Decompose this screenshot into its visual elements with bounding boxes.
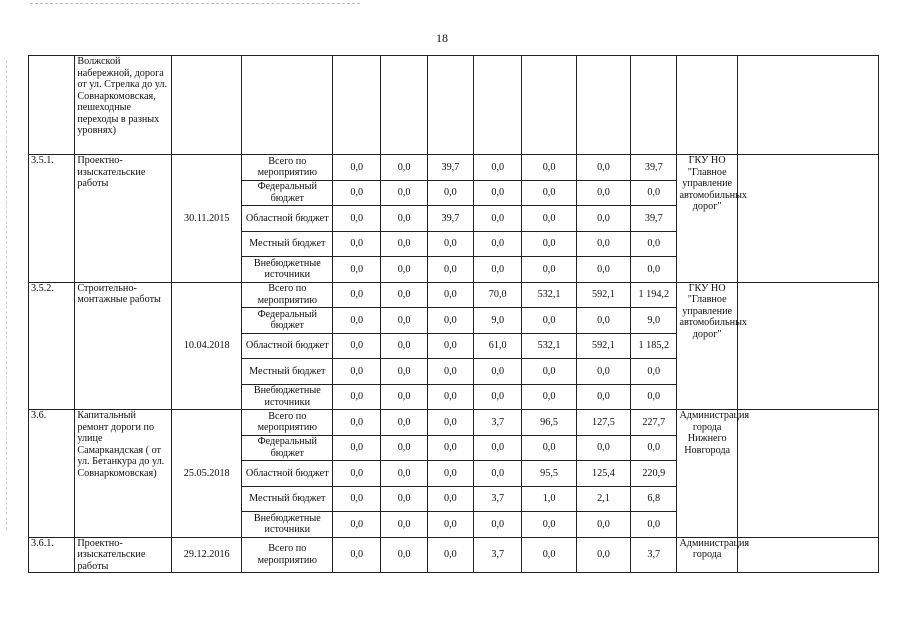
amount-cell: 0,0 (576, 257, 630, 283)
amount-cell: 125,4 (576, 461, 630, 487)
amount-cell: 0,0 (631, 435, 677, 461)
amount-cell: 0,0 (333, 486, 381, 512)
table-row (29, 410, 879, 436)
amount-cell: 0,0 (522, 231, 576, 257)
amount-cell: 0,0 (381, 180, 427, 206)
continued-row (29, 56, 879, 155)
amount-cell: 0,0 (522, 359, 576, 385)
funding-source: Внебюджетные источники (242, 384, 333, 410)
table-row (29, 537, 879, 573)
amount-cell: 0,0 (474, 155, 522, 181)
item-code: 3.5.2. (29, 282, 75, 410)
amount-cell: 0,0 (381, 308, 427, 334)
amount-cell: 592,1 (576, 282, 630, 308)
amount-cell: 0,0 (381, 155, 427, 181)
amount-cell: 0,0 (333, 384, 381, 410)
amount-cell: 0,0 (522, 512, 576, 538)
amount-cell: 0,0 (381, 257, 427, 283)
amount-cell: 220,9 (631, 461, 677, 487)
amount-cell: 0,0 (333, 410, 381, 436)
amount-cell: 0,0 (333, 435, 381, 461)
amount-cell: 0,0 (427, 180, 473, 206)
amount-cell: 0,0 (333, 333, 381, 359)
funding-source: Внебюджетные источники (242, 257, 333, 283)
item-name: Проектно-изыскательские работы (75, 537, 172, 573)
amount-cell: 3,7 (474, 537, 522, 573)
amount-cell: 0,0 (427, 231, 473, 257)
amount-cell: 0,0 (474, 435, 522, 461)
amount-cell: 0,0 (474, 206, 522, 232)
amount-cell: 0,0 (381, 486, 427, 512)
amount-cell: 0,0 (381, 359, 427, 385)
funding-source: Областной бюджет (242, 333, 333, 359)
amount-cell: 0,0 (381, 384, 427, 410)
amount-cell: 0,0 (381, 435, 427, 461)
amount-cell: 592,1 (576, 333, 630, 359)
amount-cell: 0,0 (522, 155, 576, 181)
table-row (29, 155, 879, 181)
amount-cell: 2,1 (576, 486, 630, 512)
amount-cell: 0,0 (333, 206, 381, 232)
amount-cell: 0,0 (522, 257, 576, 283)
amount-cell: 39,7 (427, 206, 473, 232)
amount-cell: 0,0 (474, 231, 522, 257)
amount-cell: 227,7 (631, 410, 677, 436)
amount-cell: 0,0 (576, 155, 630, 181)
amount-cell: 39,7 (631, 206, 677, 232)
item-date: 29.12.2016 (171, 537, 241, 573)
funding-source: Федеральный бюджет (242, 180, 333, 206)
amount-cell: 0,0 (631, 231, 677, 257)
continued-row-name: Волжской набережной, дорога от ул. Стрелка до ул. Совнаркомовская, пешеходные переходы в разных уровнях) (75, 56, 172, 155)
amount-cell: 0,0 (427, 333, 473, 359)
amount-cell: 0,0 (381, 410, 427, 436)
funding-source: Местный бюджет (242, 231, 333, 257)
amount-cell: 0,0 (333, 155, 381, 181)
amount-cell: 0,0 (576, 231, 630, 257)
amount-cell: 0,0 (427, 410, 473, 436)
amount-cell: 9,0 (631, 308, 677, 334)
amount-cell: 0,0 (427, 308, 473, 334)
amount-cell: 3,7 (474, 410, 522, 436)
notes-cell (737, 410, 878, 538)
item-code: 3.6.1. (29, 537, 75, 573)
item-name: Капитальный ремонт дороги по улице Самаркандская ( от ул. Бетанкура до ул. Совнаркомовская) (75, 410, 172, 538)
amount-cell: 0,0 (522, 537, 576, 573)
amount-cell: 0,0 (381, 333, 427, 359)
item-date: 25.05.2018 (171, 410, 241, 538)
amount-cell: 0,0 (333, 257, 381, 283)
item-code: 3.5.1. (29, 155, 75, 283)
amount-cell: 39,7 (631, 155, 677, 181)
amount-cell: 1,0 (522, 486, 576, 512)
amount-cell: 70,0 (474, 282, 522, 308)
amount-cell: 0,0 (427, 282, 473, 308)
amount-cell: 0,0 (576, 206, 630, 232)
amount-cell: 0,0 (333, 359, 381, 385)
responsible-party: Администрация города Нижнего Новгорода (677, 410, 737, 538)
amount-cell: 0,0 (631, 180, 677, 206)
funding-source: Местный бюджет (242, 359, 333, 385)
amount-cell: 0,0 (474, 461, 522, 487)
amount-cell: 532,1 (522, 333, 576, 359)
amount-cell: 61,0 (474, 333, 522, 359)
funding-source: Всего по мероприятию (242, 282, 333, 308)
amount-cell: 0,0 (522, 180, 576, 206)
amount-cell: 0,0 (333, 180, 381, 206)
amount-cell: 0,0 (631, 512, 677, 538)
funding-source: Местный бюджет (242, 486, 333, 512)
amount-cell: 0,0 (576, 384, 630, 410)
amount-cell: 0,0 (333, 461, 381, 487)
amount-cell: 0,0 (427, 461, 473, 487)
responsible-party: ГКУ НО "Главное управление автомобильных дорог" (677, 282, 737, 410)
amount-cell: 0,0 (427, 486, 473, 512)
amount-cell: 3,7 (631, 537, 677, 573)
amount-cell: 0,0 (474, 512, 522, 538)
amount-cell: 0,0 (474, 384, 522, 410)
amount-cell: 0,0 (427, 359, 473, 385)
amount-cell: 1 185,2 (631, 333, 677, 359)
funding-source: Всего по мероприятию (242, 410, 333, 436)
amount-cell: 0,0 (381, 461, 427, 487)
amount-cell: 0,0 (381, 512, 427, 538)
table-row (29, 282, 879, 308)
page-number: 18 (436, 31, 448, 45)
amount-cell: 9,0 (474, 308, 522, 334)
amount-cell: 0,0 (576, 512, 630, 538)
amount-cell: 0,0 (576, 308, 630, 334)
amount-cell: 0,0 (381, 206, 427, 232)
amount-cell: 0,0 (576, 537, 630, 573)
amount-cell: 0,0 (333, 537, 381, 573)
amount-cell: 0,0 (576, 180, 630, 206)
amount-cell: 0,0 (333, 512, 381, 538)
item-code: 3.6. (29, 410, 75, 538)
amount-cell: 0,0 (427, 257, 473, 283)
funding-source: Федеральный бюджет (242, 308, 333, 334)
program-table (28, 55, 879, 573)
amount-cell: 0,0 (381, 537, 427, 573)
amount-cell: 0,0 (474, 359, 522, 385)
notes-cell (737, 537, 878, 573)
amount-cell: 6,8 (631, 486, 677, 512)
amount-cell: 0,0 (522, 206, 576, 232)
amount-cell: 0,0 (474, 180, 522, 206)
amount-cell: 0,0 (381, 231, 427, 257)
item-date: 30.11.2015 (171, 155, 241, 283)
funding-source: Областной бюджет (242, 206, 333, 232)
amount-cell: 0,0 (576, 435, 630, 461)
amount-cell: 0,0 (631, 359, 677, 385)
notes-cell (737, 155, 878, 283)
amount-cell: 39,7 (427, 155, 473, 181)
amount-cell: 0,0 (576, 359, 630, 385)
amount-cell: 0,0 (631, 384, 677, 410)
amount-cell: 0,0 (333, 231, 381, 257)
amount-cell: 96,5 (522, 410, 576, 436)
top-rule (30, 3, 360, 4)
amount-cell: 0,0 (333, 308, 381, 334)
funding-source: Федеральный бюджет (242, 435, 333, 461)
amount-cell: 0,0 (427, 435, 473, 461)
amount-cell: 95,5 (522, 461, 576, 487)
responsible-party: Администрация города (677, 537, 737, 573)
item-date: 10.04.2018 (171, 282, 241, 410)
amount-cell: 0,0 (631, 257, 677, 283)
notes-cell (737, 282, 878, 410)
funding-source: Областной бюджет (242, 461, 333, 487)
amount-cell: 532,1 (522, 282, 576, 308)
funding-source: Всего по мероприятию (242, 155, 333, 181)
left-margin-marks (6, 60, 7, 530)
item-name: Строительно-монтажные работы (75, 282, 172, 410)
amount-cell: 0,0 (381, 282, 427, 308)
amount-cell: 0,0 (522, 308, 576, 334)
amount-cell: 1 194,2 (631, 282, 677, 308)
amount-cell: 0,0 (522, 435, 576, 461)
amount-cell: 0,0 (333, 282, 381, 308)
amount-cell: 0,0 (427, 384, 473, 410)
amount-cell: 0,0 (522, 384, 576, 410)
amount-cell: 0,0 (427, 512, 473, 538)
responsible-party: ГКУ НО "Главное управление автомобильных дорог" (677, 155, 737, 283)
amount-cell: 127,5 (576, 410, 630, 436)
amount-cell: 3,7 (474, 486, 522, 512)
amount-cell: 0,0 (427, 537, 473, 573)
funding-source: Внебюджетные источники (242, 512, 333, 538)
funding-source: Всего по мероприятию (242, 537, 333, 573)
amount-cell: 0,0 (474, 257, 522, 283)
item-name: Проектно-изыскательские работы (75, 155, 172, 283)
